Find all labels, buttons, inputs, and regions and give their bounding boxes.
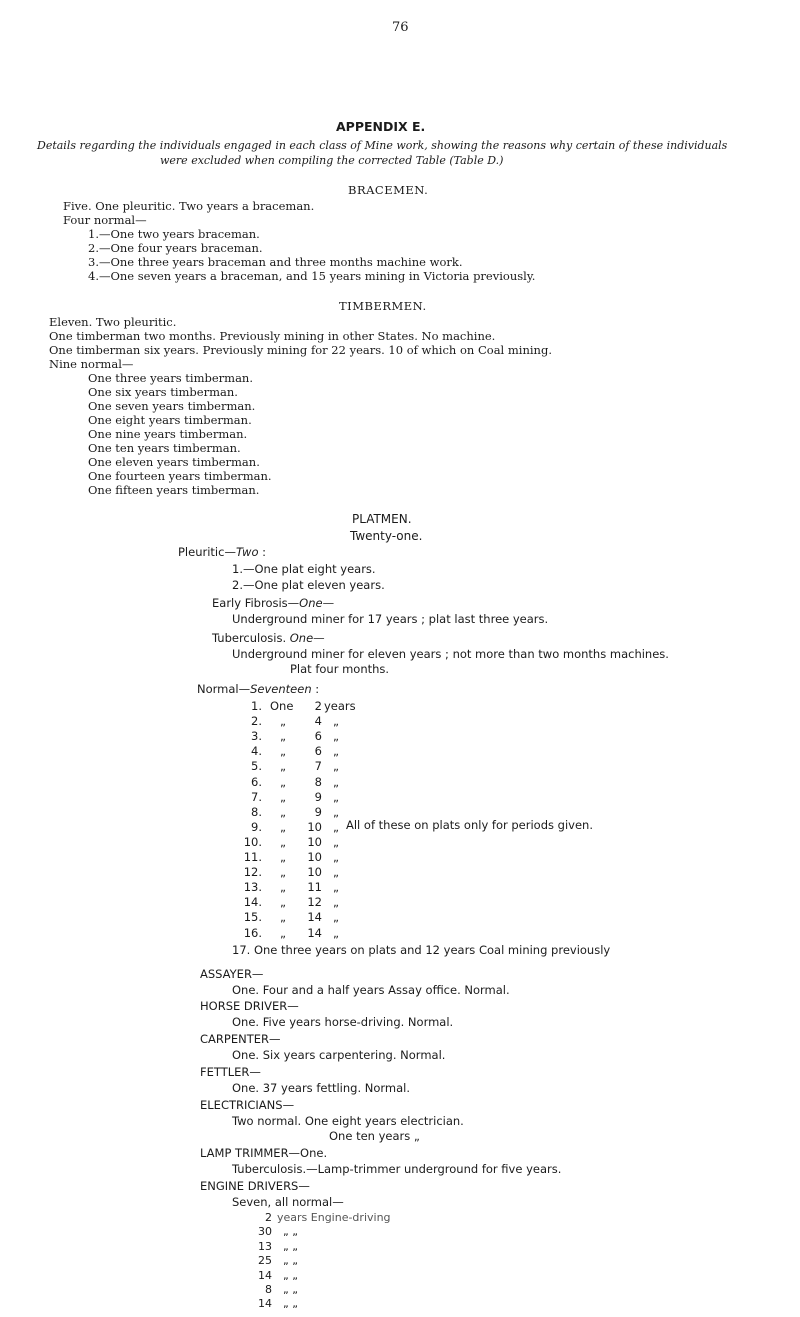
- fibrosis-text: Underground miner for 17 years ; plat last three years.: [232, 612, 549, 626]
- plat-row-number: 15.: [243, 910, 262, 925]
- timbermen-normal-item: One three years timberman.: [88, 371, 253, 385]
- pleuritic-item: 1.—One plat eight years.: [232, 562, 376, 576]
- plat-row-unit: „: [333, 850, 339, 864]
- plat-row-number: 6.: [251, 774, 262, 789]
- timbermen-normal-item: One eleven years timberman.: [88, 455, 260, 469]
- timbermen-normal-item: One seven years timberman.: [88, 399, 256, 413]
- bracemen-line: 4.—One seven years a braceman, and 15 years mining in Victoria previously.: [88, 269, 536, 283]
- bracemen-line: Five. One pleuritic. Two years a braceman.: [63, 199, 315, 213]
- engine-row-years: 25: [258, 1254, 272, 1268]
- plat-row-years: 4: [314, 714, 322, 729]
- plat-row-one: „: [280, 925, 286, 940]
- plat-row-unit: years: [324, 699, 356, 713]
- plat-row-one: „: [280, 850, 286, 864]
- plat-row-one: „: [280, 729, 286, 744]
- plat-row-number: 4.: [251, 744, 262, 759]
- plat-row-unit: „: [333, 895, 339, 910]
- engine-row-text: „ „: [283, 1283, 298, 1296]
- plat-row-years: 10: [307, 865, 322, 880]
- plat-row-number: 8.: [251, 804, 262, 819]
- carpenter-heading: CARPENTER—: [200, 1032, 281, 1046]
- platmen-tuberculosis: [212, 631, 325, 646]
- platmen-pleuritic: [178, 545, 266, 560]
- normal-colon: :: [311, 682, 320, 696]
- platmen-fibrosis: [212, 596, 334, 611]
- intro-line-2: were excluded when compiling the corrected Table (Table D.): [160, 154, 504, 167]
- lamp-trimmer-text: Tuberculosis.—Lamp-trimmer underground for five years.: [232, 1162, 562, 1176]
- platmen-row-17: 17. One three years on plats and 12 years Coal mining previously: [232, 943, 611, 957]
- fibrosis-label: Early Fibrosis—: [212, 596, 300, 610]
- plat-row-one: „: [280, 789, 286, 804]
- timbermen-line: Nine normal—: [49, 357, 134, 371]
- plat-row-unit: „: [333, 819, 339, 834]
- plat-row-one: „: [280, 744, 286, 759]
- pleuritic-colon: :: [258, 545, 267, 559]
- plat-row-unit: „: [333, 789, 339, 804]
- assayer-heading: ASSAYER—: [200, 967, 264, 981]
- timbermen-normal-item: One ten years timberman.: [88, 441, 241, 455]
- plat-row-years: 14: [307, 910, 322, 925]
- intro-line-1: Details regarding the individuals engaged in each class of Mine work, showing the reasons why certain of these individuals: [37, 139, 728, 152]
- lamp-trimmer-heading: LAMP TRIMMER—One.: [200, 1146, 328, 1160]
- section-heading-platmen: PLATMEN.: [352, 512, 412, 526]
- pleuritic-label: Pleuritic—: [178, 545, 236, 559]
- plat-row-one: „: [280, 759, 286, 774]
- plat-row-one: „: [280, 895, 286, 910]
- timbermen-normal-item: One eight years timberman.: [88, 413, 252, 427]
- timbermen-normal-item: One fifteen years timberman.: [88, 483, 260, 497]
- tb-count: One—: [289, 631, 325, 645]
- engine-row-years: 30: [258, 1225, 272, 1239]
- plat-row-one: „: [280, 910, 286, 925]
- plat-row-unit: „: [333, 834, 339, 849]
- plat-row-unit: „: [333, 744, 339, 759]
- plat-row-one: „: [280, 804, 286, 819]
- platmen-side-note: All of these on plats only for periods given.: [346, 818, 593, 832]
- plat-row-one: „: [280, 714, 286, 729]
- carpenter-text: One. Six years carpentering. Normal.: [232, 1048, 446, 1062]
- plat-row-number: 3.: [251, 729, 262, 744]
- plat-row-years: 10: [307, 819, 322, 834]
- bracemen-line: 3.—One three years braceman and three months machine work.: [88, 255, 463, 269]
- plat-row-number: 7.: [251, 789, 262, 804]
- electricians-text-1: Two normal. One eight years electrician.: [232, 1114, 464, 1128]
- section-heading-timbermen: TIMBERMEN.: [339, 299, 427, 313]
- timbermen-line: One timberman six years. Previously mining for 22 years. 10 of which on Coal mining.: [49, 343, 552, 357]
- plat-row-years: 14: [307, 925, 322, 940]
- bracemen-line: Four normal—: [63, 213, 147, 227]
- tb-label: Tuberculosis.: [212, 631, 290, 645]
- section-heading-bracemen: BRACEMEN.: [348, 183, 429, 197]
- appendix-title: APPENDIX E.: [336, 119, 426, 134]
- fibrosis-count: One—: [299, 596, 335, 610]
- timbermen-line: Eleven. Two pleuritic.: [49, 315, 177, 329]
- horse-driver-text: One. Five years horse-driving. Normal.: [232, 1015, 454, 1029]
- plat-row-unit: „: [333, 865, 339, 880]
- plat-row-years: 9: [314, 789, 322, 804]
- plat-row-years: 8: [314, 774, 322, 789]
- plat-row-years: 6: [314, 744, 322, 759]
- engine-drivers-heading: ENGINE DRIVERS—: [200, 1179, 310, 1193]
- platmen-normal: [197, 682, 319, 697]
- electricians-text-2: One ten years „: [329, 1129, 420, 1143]
- plat-row-years: 11: [307, 880, 322, 895]
- engine-row-text: „ „: [283, 1268, 298, 1282]
- plat-row-number: 2.: [251, 714, 262, 729]
- plat-row-number: 16.: [243, 925, 262, 940]
- plat-row-number: 5.: [251, 759, 262, 774]
- plat-row-unit: „: [333, 759, 339, 774]
- plat-row-unit: „: [333, 774, 339, 789]
- plat-row-years: 9: [314, 804, 322, 819]
- tb-text-2: Plat four months.: [290, 662, 390, 676]
- engine-row-text: „ „: [283, 1297, 298, 1311]
- timbermen-normal-item: One nine years timberman.: [88, 427, 248, 441]
- plat-row-unit: „: [333, 804, 339, 819]
- plat-row-one: „: [280, 819, 286, 834]
- pleuritic-item: 2.—One plat eleven years.: [232, 578, 385, 592]
- fettler-heading: FETTLER—: [200, 1065, 261, 1079]
- plat-row-years: 10: [307, 850, 322, 864]
- plat-row-number: 11.: [243, 850, 262, 864]
- plat-row-one: „: [280, 774, 286, 789]
- plat-row-one: „: [280, 865, 286, 880]
- timbermen-normal-item: One six years timberman.: [88, 385, 238, 399]
- engine-row-text: „ „: [283, 1225, 298, 1239]
- plat-row-one: „: [280, 880, 286, 895]
- fettler-text: One. 37 years fettling. Normal.: [232, 1081, 411, 1095]
- timbermen-line: One timberman two months. Previously mining in other States. No machine.: [49, 329, 496, 343]
- plat-row-unit: „: [333, 925, 339, 940]
- plat-row-unit: „: [333, 910, 339, 925]
- plat-row-number: 9.: [251, 819, 262, 834]
- electricians-heading: ELECTRICIANS—: [200, 1098, 295, 1112]
- plat-row-unit: „: [333, 714, 339, 729]
- plat-row-unit: „: [333, 729, 339, 744]
- engine-row-years: 14: [258, 1268, 272, 1282]
- engine-row-years: 8: [265, 1283, 272, 1296]
- engine-row-years: 13: [258, 1239, 272, 1253]
- plat-row-number: 13.: [243, 880, 262, 895]
- pleuritic-count: Two: [235, 545, 259, 559]
- plat-row-number: 14.: [243, 895, 262, 910]
- plat-row-years: 6: [314, 729, 322, 744]
- bracemen-line: 2.—One four years braceman.: [88, 241, 263, 255]
- engine-row-years: 2: [265, 1211, 272, 1224]
- plat-row-one: „: [280, 834, 286, 849]
- plat-row-one: One: [270, 699, 294, 713]
- engine-drivers-sub: Seven, all normal—: [232, 1195, 344, 1209]
- plat-row-years: 12: [307, 895, 322, 910]
- plat-row-years: 10: [307, 834, 322, 849]
- engine-row-text: „ „: [283, 1254, 298, 1268]
- plat-row-years: 2: [314, 699, 322, 713]
- assayer-text: One. Four and a half years Assay office. Normal.: [232, 983, 510, 997]
- engine-row-text: „ „: [283, 1239, 298, 1253]
- normal-count: Seventeen: [250, 682, 312, 696]
- plat-row-number: 1.: [251, 699, 262, 713]
- tb-text-1: Underground miner for eleven years ; not more than two months machines.: [232, 647, 669, 661]
- bracemen-line: 1.—One two years braceman.: [88, 227, 260, 241]
- platmen-count: Twenty-one.: [350, 529, 423, 543]
- plat-row-number: 10.: [243, 834, 262, 849]
- plat-row-unit: „: [333, 880, 339, 895]
- engine-row-years: 14: [258, 1297, 272, 1311]
- timbermen-normal-item: One fourteen years timberman.: [88, 469, 272, 483]
- plat-row-number: 12.: [243, 865, 262, 880]
- page-number: 76: [392, 20, 409, 35]
- engine-row-text: years Engine-driving: [277, 1211, 391, 1224]
- plat-row-years: 7: [314, 759, 322, 774]
- normal-label: Normal—: [197, 682, 251, 696]
- horse-driver-heading: HORSE DRIVER—: [200, 999, 299, 1013]
